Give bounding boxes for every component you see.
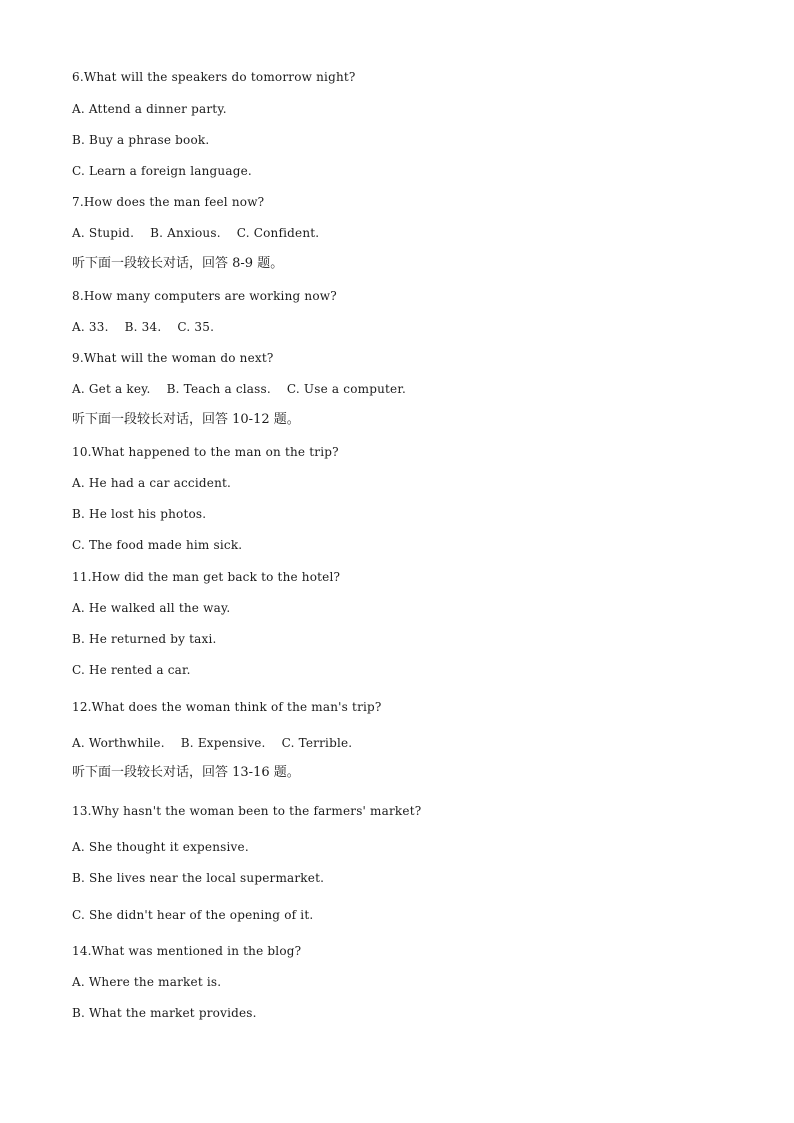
question-11-option-b: B. He returned by taxi. bbox=[72, 632, 217, 646]
question-12: 12.What does the woman think of the man's trip? bbox=[72, 700, 382, 714]
question-10-option-c: C. The food made him sick. bbox=[72, 538, 243, 552]
question-12-options: A. Worthwhile. B. Expensive. C. Terrible. bbox=[72, 736, 353, 750]
question-13-option-c: C. She didn't hear of the opening of it. bbox=[72, 908, 314, 922]
question-6-option-b: B. Buy a phrase book. bbox=[72, 133, 210, 147]
question-8-options: A. 33. B. 34. C. 35. bbox=[72, 320, 215, 334]
section-heading-8-9: 听下面一段较长对话，回答 8-9 题。 bbox=[72, 256, 284, 271]
question-14: 14.What was mentioned in the blog? bbox=[72, 944, 302, 958]
question-6-option-a: A. Attend a dinner party. bbox=[72, 102, 227, 116]
question-10-option-b: B. He lost his photos. bbox=[72, 507, 207, 521]
question-10-option-a: A. He had a car accident. bbox=[72, 476, 232, 490]
question-14-option-b: B. What the market provides. bbox=[72, 1006, 257, 1020]
question-10: 10.What happened to the man on the trip? bbox=[72, 445, 339, 459]
question-8: 8.How many computers are working now? bbox=[72, 289, 337, 303]
question-11-option-c: C. He rented a car. bbox=[72, 663, 191, 677]
question-9-options: A. Get a key. B. Teach a class. C. Use a computer. bbox=[72, 382, 406, 396]
question-7: 7.How does the man feel now? bbox=[72, 195, 265, 209]
question-6-option-c: C. Learn a foreign language. bbox=[72, 164, 252, 178]
question-13-option-a: A. She thought it expensive. bbox=[72, 840, 249, 854]
question-6: 6.What will the speakers do tomorrow night? bbox=[72, 70, 356, 84]
question-9: 9.What will the woman do next? bbox=[72, 351, 274, 365]
question-11-option-a: A. He walked all the way. bbox=[72, 601, 231, 615]
question-14-option-a: A. Where the market is. bbox=[72, 975, 222, 989]
question-7-options: A. Stupid. B. Anxious. C. Confident. bbox=[72, 226, 320, 240]
question-11: 11.How did the man get back to the hotel? bbox=[72, 570, 341, 584]
question-13-option-b: B. She lives near the local supermarket. bbox=[72, 871, 325, 885]
section-heading-13-16: 听下面一段较长对话，回答 13-16 题。 bbox=[72, 765, 300, 780]
section-heading-10-12: 听下面一段较长对话，回答 10-12 题。 bbox=[72, 412, 300, 427]
question-13: 13.Why hasn't the woman been to the farmers' market? bbox=[72, 804, 422, 818]
